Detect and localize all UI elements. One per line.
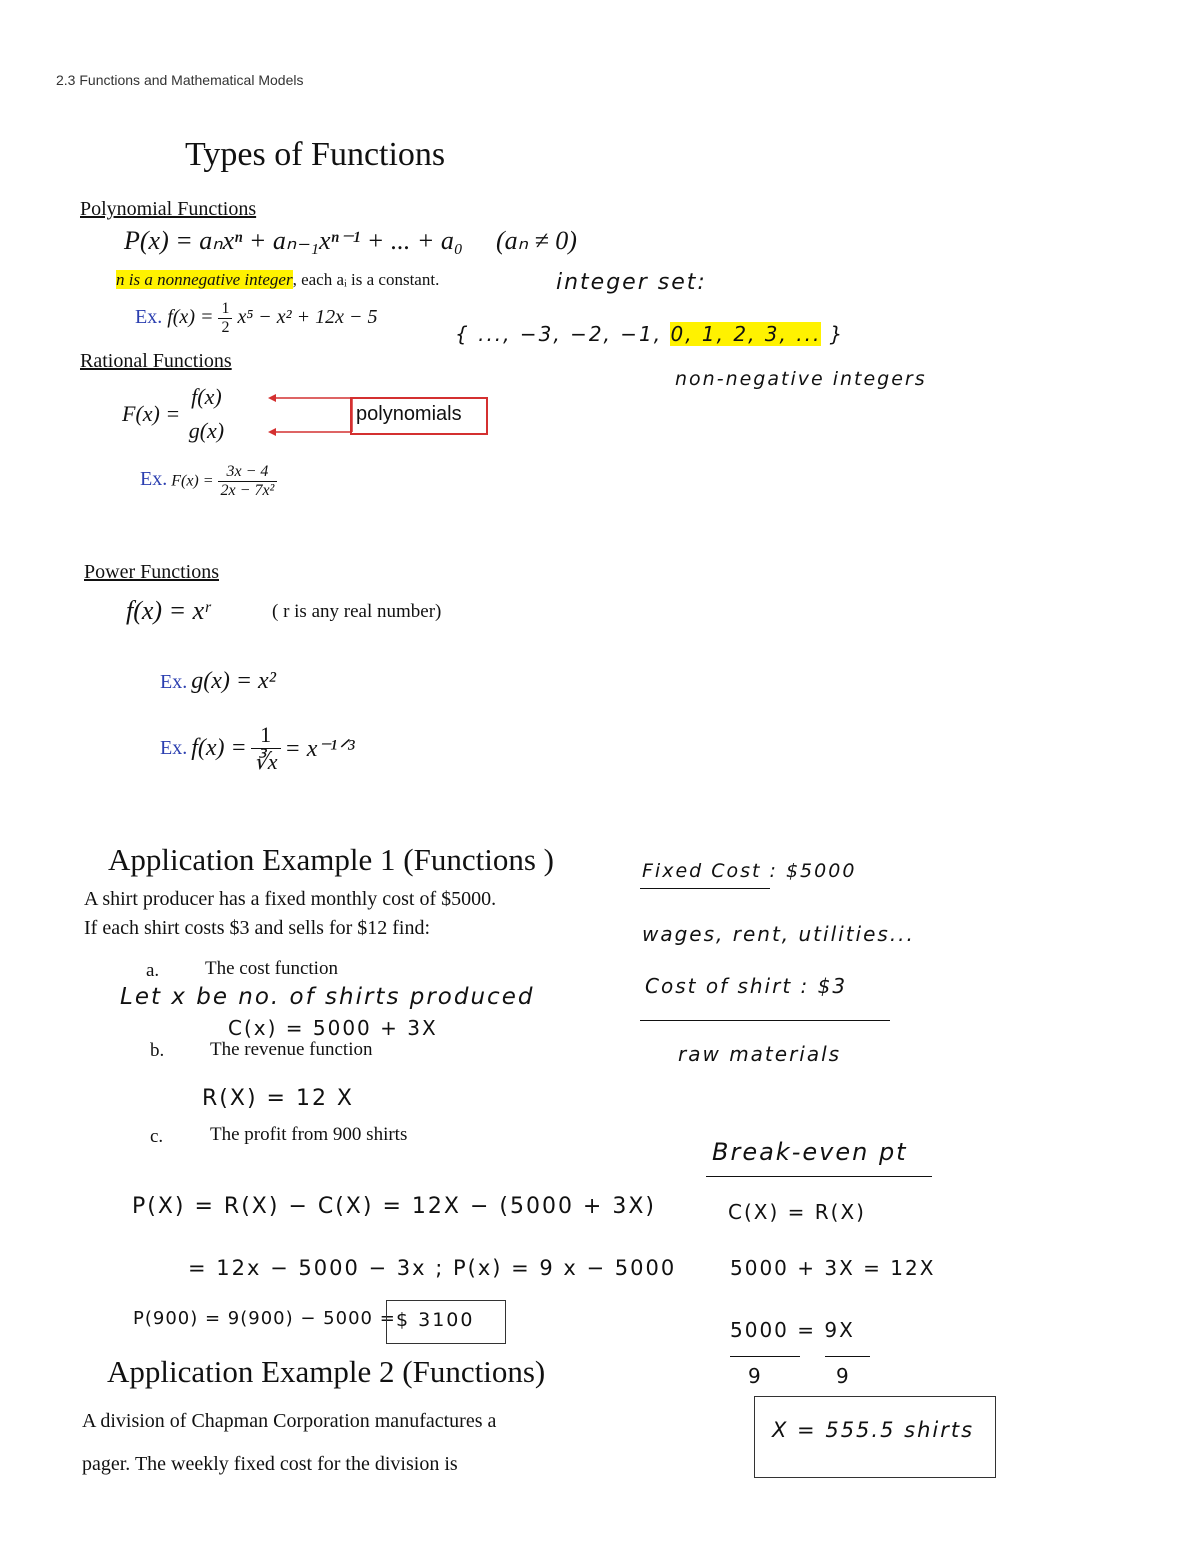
- polynomial-condition: (aₙ ≠ 0): [496, 226, 577, 255]
- power-example-2-lhs: f(x) =: [191, 735, 247, 761]
- app1-c-text: The profit from 900 shirts: [210, 1124, 408, 1145]
- rational-numerator: f(x): [191, 384, 222, 409]
- integer-set: [455, 322, 844, 346]
- rational-heading: Rational Functions: [80, 350, 232, 372]
- polynomial-note-highlight: n is a nonnegative integer: [116, 270, 293, 289]
- app1-hand-a1: Let x be no. of shirts produced: [120, 984, 535, 1010]
- side-breakeven-underline: [706, 1176, 932, 1177]
- app1-hand-c3: P(900) = 9(900) − 5000 =: [133, 1308, 396, 1329]
- fraction-denominator: 2x − 7x²: [220, 482, 275, 499]
- app1-line-1: A shirt producer has a fixed monthly cost of $5000.: [84, 888, 497, 910]
- rational-example-lhs: F(x) =: [171, 472, 214, 490]
- side-wages: wages, rent, utilities...: [642, 922, 915, 946]
- app1-a-label: a.: [146, 960, 160, 981]
- polynomials-label: polynomials: [356, 403, 462, 425]
- side-be-2: 5000 + 3X = 12X: [730, 1256, 936, 1280]
- ex-label: Ex.: [135, 306, 163, 329]
- app1-a-text: The cost function: [205, 958, 338, 979]
- breakeven-answer: X = 555.5 shirts: [772, 1418, 975, 1442]
- rational-example-fraction: [218, 463, 278, 500]
- power-example-1-formula: g(x) = x²: [191, 668, 276, 694]
- rational-lhs: F(x) =: [122, 401, 181, 426]
- rational-example: [140, 463, 277, 500]
- polynomial-formula: P(x) = aₙxⁿ + aₙ₋₁xⁿ⁻¹ + ... + a₀: [124, 226, 463, 255]
- app1-hand-c2: = 12x − 5000 − 3x ; P(x) = 9 x − 5000: [188, 1256, 677, 1280]
- page-header: 2.3 Functions and Mathematical Models: [56, 72, 304, 88]
- arrow-head-bottom: [268, 428, 276, 436]
- app1-hand-a2: C(x) = 5000 + 3X: [228, 1016, 438, 1040]
- side-be-1: C(X) = R(X): [728, 1200, 866, 1224]
- fraction-numerator: 3x − 4: [218, 463, 278, 482]
- ex-label: Ex.: [160, 737, 188, 759]
- integer-set-left: { ..., −3, −2, −1,: [455, 322, 671, 346]
- side-cost-shirt: Cost of shirt : $3: [645, 974, 848, 998]
- side-raw-materials: raw materials: [678, 1042, 842, 1066]
- power-note: ( r is any real number): [272, 601, 442, 622]
- fraction-denominator: ∛x: [253, 749, 278, 774]
- side-be-divisor-right: 9: [836, 1364, 851, 1388]
- integer-set-highlight: 0, 1, 2, 3, ...: [670, 322, 822, 346]
- power-example-2-rhs: = x⁻¹ᐟ³: [284, 736, 355, 762]
- integer-set-caption: non-negative integers: [675, 368, 927, 390]
- integer-set-label: integer set:: [556, 270, 707, 295]
- ex-label: Ex.: [160, 671, 188, 693]
- power-example-2-fraction: [251, 722, 281, 775]
- polynomial-example-fraction: [218, 300, 232, 337]
- integer-set-right: }: [821, 322, 845, 346]
- polynomial-heading: Polynomial Functions: [80, 198, 257, 220]
- polynomial-example-lhs: f(x) =: [167, 306, 214, 329]
- app1-line-2: If each shirt costs $3 and sells for $12 find:: [84, 917, 431, 939]
- polynomial-example: [135, 300, 378, 337]
- rational-formula: [122, 384, 227, 444]
- polynomial-example-rest: x⁵ − x² + 12x − 5: [237, 306, 378, 329]
- power-formula: f(x) = xʳ: [126, 596, 210, 625]
- rational-arrows: [260, 388, 360, 440]
- rational-denominator: g(x): [188, 418, 225, 443]
- side-divider: [640, 1020, 890, 1021]
- app1-title: Application Example 1 (Functions ): [108, 842, 554, 877]
- side-be-divide-line-left: [730, 1356, 800, 1357]
- app1-b-label: b.: [150, 1040, 165, 1061]
- app1-b-text: The revenue function: [210, 1039, 373, 1060]
- app2-line-1: A division of Chapman Corporation manufactures a: [82, 1410, 497, 1432]
- rational-fraction: [186, 384, 227, 444]
- profit-answer: $ 3100: [396, 1309, 475, 1331]
- arrow-head-top: [268, 394, 276, 402]
- polynomial-note-rest: , each aᵢ is a constant.: [292, 270, 440, 289]
- power-example-2: [160, 722, 355, 775]
- power-heading: Power Functions: [84, 561, 219, 583]
- side-fixed-cost: Fixed Cost : $5000: [642, 860, 857, 882]
- side-be-divide-line-right: [825, 1356, 870, 1357]
- app1-c-label: c.: [150, 1126, 164, 1147]
- side-breakeven: Break-even pt: [712, 1138, 908, 1166]
- ex-label: Ex.: [140, 468, 168, 491]
- side-fixed-underline: [640, 888, 770, 889]
- polynomial-note: [116, 270, 439, 290]
- power-example-1: [160, 668, 276, 695]
- fraction-denominator: 2: [221, 319, 230, 336]
- app2-line-2: pager. The weekly fixed cost for the division is: [82, 1453, 458, 1475]
- fraction-numerator: 1: [251, 722, 281, 749]
- fraction-numerator: 1: [218, 300, 232, 319]
- app2-title: Application Example 2 (Functions): [107, 1354, 546, 1389]
- side-be-divisor-left: 9: [748, 1364, 763, 1388]
- side-be-3: 5000 = 9X: [730, 1318, 855, 1342]
- app1-hand-b: R(X) = 12 X: [202, 1086, 355, 1111]
- app1-hand-c1: P(X) = R(X) − C(X) = 12X − (5000 + 3X): [132, 1194, 657, 1219]
- page-title: Types of Functions: [185, 136, 446, 173]
